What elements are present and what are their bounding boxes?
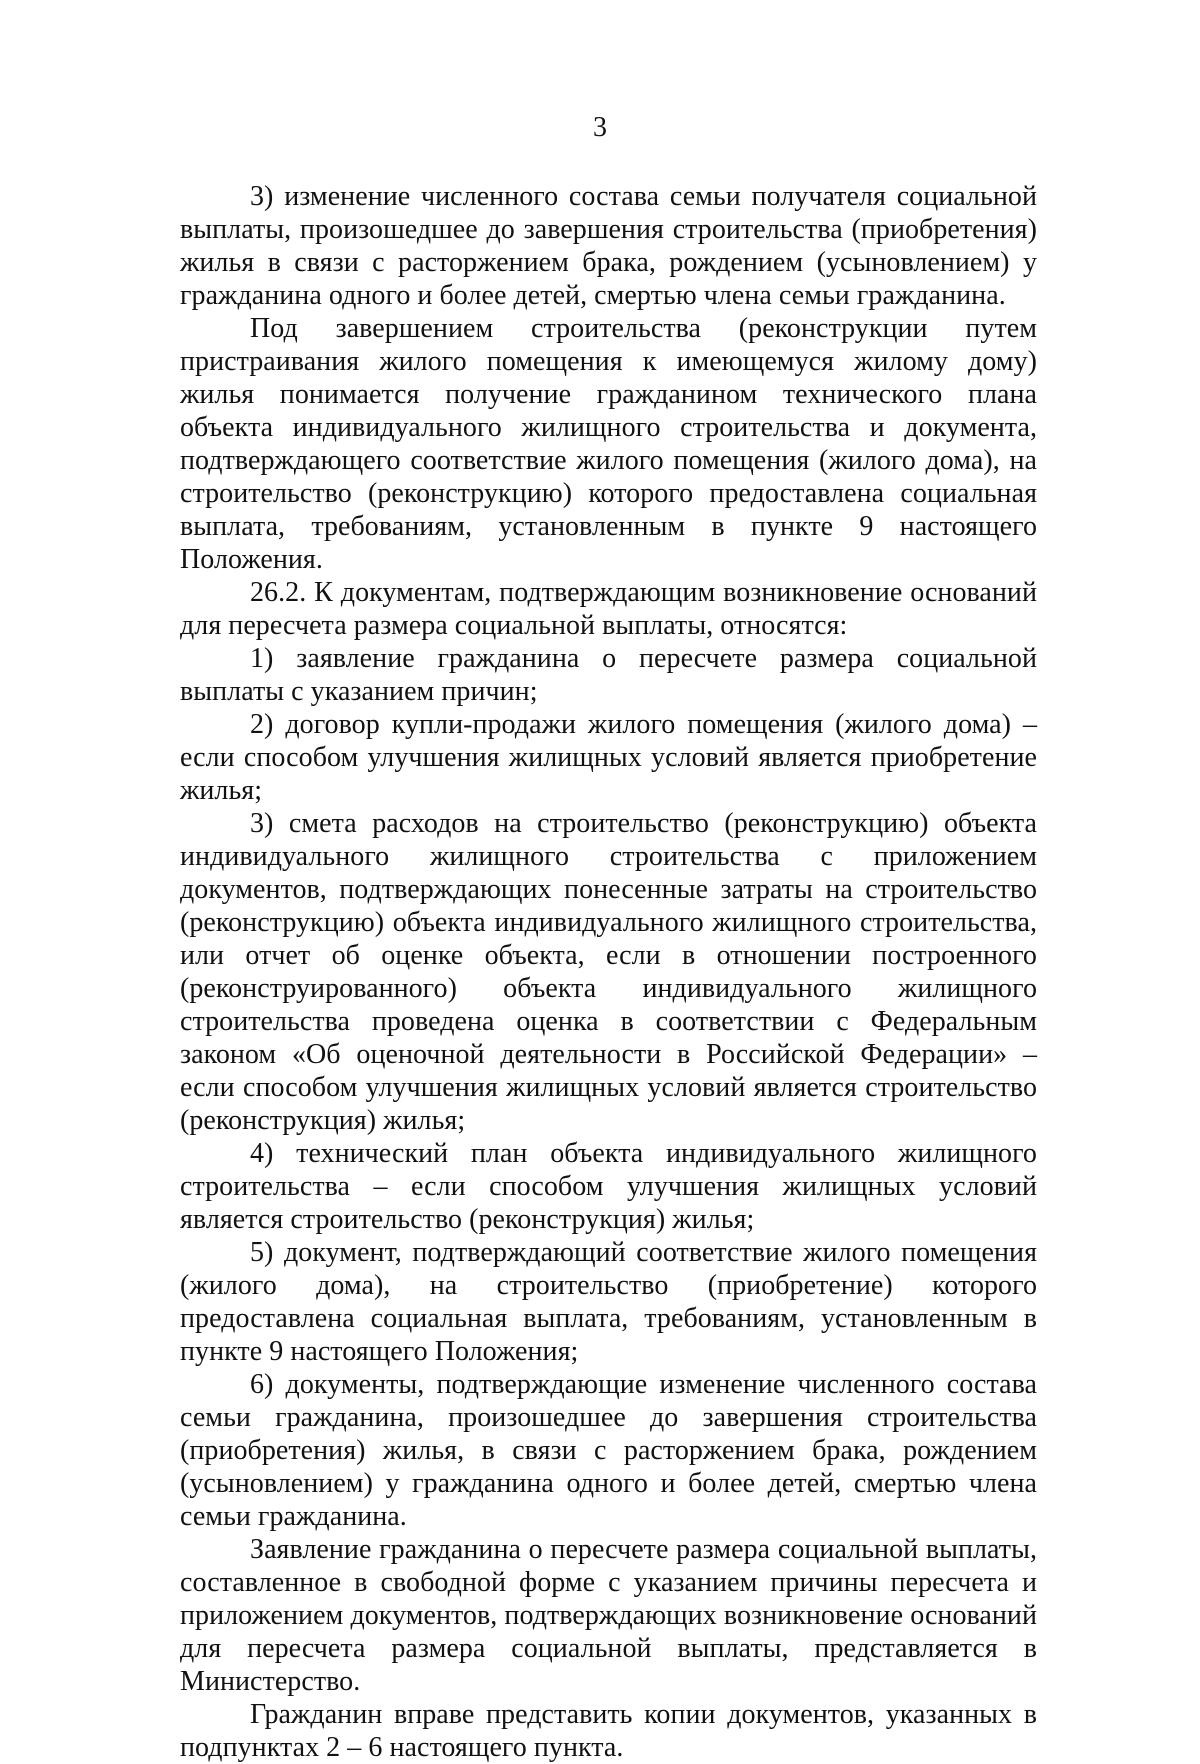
paragraph-application: Заявление гражданина о пересчете размера социальной выплаты, составленное в свободной форме с указанием причины пересчета и приложением документов, подтверждающих возникновение оснований для пересчета размера социальной выплаты, представляется в Министерство. (180, 1534, 1037, 1697)
paragraph-doc-5: 5) документ, подтверждающий соответствие жилого помещения (жилого дома), на строительство (приобретение) которого предоставлена социальная выплата, требованиям, установленным в пункте 9 настоящего Положения; (180, 1237, 1037, 1367)
paragraph-doc-1: 1) заявление гражданина о пересчете размера социальной выплаты с указанием причин; (180, 643, 1037, 707)
paragraph-item-3: 3) изменение численного состава семьи получателя социальной выплаты, произошедшее до завершения строительства (приобретения) жилья в связи с расторжением брака, рождением (усыновлением) у гражданина одного и более детей, смертью члена семьи гражданина. (180, 181, 1037, 311)
paragraph-doc-3: 3) смета расходов на строительство (реконструкцию) объекта индивидуального жилищного строительства с приложением документов, подтверждающих понесенные затраты на строительство (реконструкцию) объекта индивидуального жилищного строительства, или отчет об оценке объекта, если в отношении построенного (реконструированного) объекта индивидуального жилищного строительства проведена оценка в соответствии с Федеральным законом «Об оценочной деятельности в Российской Федерации» – если способом улучшения жилищных условий является строительство (реконструкция) жилья; (180, 808, 1037, 1136)
paragraph-doc-2: 2) договор купли-продажи жилого помещения (жилого дома) – если способом улучшения жилищных условий является приобретение жилья; (180, 709, 1037, 806)
paragraph-completion-definition: Под завершением строительства (реконструкции путем пристраивания жилого помещения к имеющемуся жилому дому) жилья понимается получение гражданином технического плана объекта индивидуального жилищного строительства и документа, подтверждающего соответствие жилого помещения (жилого дома), на строительство (реконструкцию) которого предоставлена социальная выплата, требованиям, установленным в пункте 9 настоящего Положения. (180, 313, 1037, 575)
document-body (180, 180, 1037, 1764)
page-number: 3 (593, 112, 607, 143)
paragraph-copies: Гражданин вправе представить копии документов, указанных в подпунктах 2 – 6 настоящего пункта. (180, 1699, 1037, 1763)
paragraph-doc-4: 4) технический план объекта индивидуального жилищного строительства – если способом улучшения жилищных условий является строительство (реконструкция) жилья; (180, 1138, 1037, 1235)
paragraph-section-26-2: 26.2. К документам, подтверждающим возникновение оснований для пересчета размера социальной выплаты, относятся: (180, 577, 1037, 641)
paragraph-doc-6: 6) документы, подтверждающие изменение численного состава семьи гражданина, произошедшее до завершения строительства (приобретения) жилья, в связи с расторжением брака, рождением (усыновлением) у гражданина одного и более детей, смертью члена семьи гражданина. (180, 1369, 1037, 1532)
